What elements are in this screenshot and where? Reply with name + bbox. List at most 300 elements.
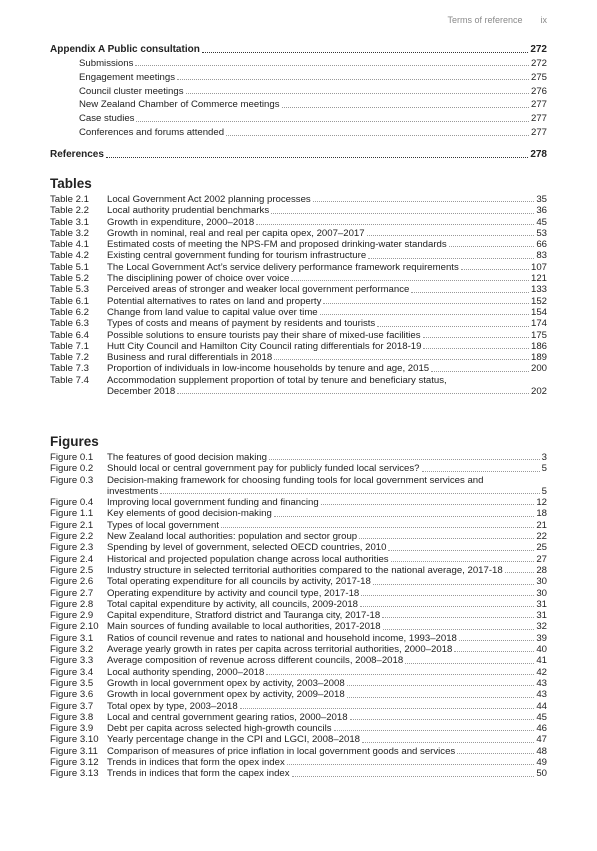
figure-list-entry-page: 44 bbox=[536, 700, 547, 712]
table-list-entry-title: The Local Government Act’s service delivery performance framework requirements bbox=[107, 261, 459, 273]
table-list-entry-page: 83 bbox=[536, 250, 547, 262]
figure-list-entry-title-line bbox=[107, 746, 547, 757]
dot-leader bbox=[136, 120, 529, 122]
dot-leader bbox=[383, 629, 535, 630]
table-list-entry-page: 154 bbox=[530, 306, 547, 318]
table-list-entry-title: Business and rural differentials in 2018 bbox=[107, 352, 273, 364]
figure-list-entry-number: Figure 3.3 bbox=[50, 655, 94, 667]
table-list-entry-title-line bbox=[107, 352, 547, 363]
figure-list-entry-title-block bbox=[107, 452, 547, 463]
table-list-entry-title-line bbox=[107, 194, 547, 205]
figure-list-entry-page: 30 bbox=[536, 576, 547, 588]
table-list-entry-title-block bbox=[107, 205, 547, 216]
figure-list-entry-title-block bbox=[107, 621, 547, 632]
figure-list-entry-title-line bbox=[107, 463, 547, 474]
dot-leader bbox=[361, 595, 534, 596]
figure-list-entry-number: Figure 2.8 bbox=[50, 598, 94, 610]
figure-list-entry-page: 41 bbox=[536, 655, 547, 667]
figure-list-entry-number: Figure 3.10 bbox=[50, 734, 99, 746]
table-list-entry[interactable] bbox=[50, 363, 547, 374]
figure-list-entry-title-block bbox=[107, 610, 547, 621]
table-list-entry[interactable] bbox=[50, 273, 547, 284]
table-list-entry[interactable] bbox=[50, 341, 547, 352]
figure-list-entry-page: 42 bbox=[536, 666, 547, 678]
figure-list-entry-title-continued: investments bbox=[107, 485, 159, 497]
dot-leader bbox=[177, 393, 529, 394]
table-list-entry[interactable] bbox=[50, 352, 547, 363]
table-list-entry[interactable] bbox=[50, 205, 547, 216]
table-list-entry-title-block bbox=[107, 375, 547, 398]
figure-list-entry-title-block bbox=[107, 633, 547, 644]
figure-list-entry[interactable] bbox=[50, 531, 547, 542]
figure-list-entry[interactable] bbox=[50, 520, 547, 531]
table-list-entry-title-line bbox=[107, 250, 547, 261]
figure-list-entry[interactable] bbox=[50, 689, 547, 700]
figure-list-entry-title-block bbox=[107, 497, 547, 508]
dot-leader bbox=[373, 584, 535, 585]
table-list-entry-number: Table 5.1 bbox=[50, 261, 89, 273]
table-list-entry-title: Growth in nominal, real and real per capita opex, 2007–2017 bbox=[107, 227, 365, 239]
dot-leader bbox=[226, 134, 529, 136]
figure-list-entry[interactable] bbox=[50, 633, 547, 644]
figure-list-entry-title: Growth in local government opex by activity, 2003–2008 bbox=[107, 677, 345, 689]
figure-list-entry-title-block bbox=[107, 644, 547, 655]
toc-entry-label: Case studies bbox=[79, 113, 135, 125]
table-list-entry-title-block bbox=[107, 250, 547, 261]
figure-list-entry-page: 5 bbox=[541, 485, 547, 497]
dot-leader bbox=[266, 674, 534, 675]
table-list-entry-title: Growth in expenditure, 2000–2018 bbox=[107, 216, 255, 228]
dot-leader bbox=[221, 527, 534, 528]
table-list-entry-number: Table 5.3 bbox=[50, 284, 89, 296]
dot-leader bbox=[347, 685, 535, 686]
figure-list-entry-page: 45 bbox=[536, 711, 547, 723]
dot-leader bbox=[135, 64, 529, 66]
table-list-entry-title-continued: December 2018 bbox=[107, 386, 176, 398]
figure-list-entry-title: Types of local government bbox=[107, 519, 219, 531]
table-list-entry-title-block bbox=[107, 239, 547, 250]
figure-list-entry[interactable] bbox=[50, 610, 547, 621]
toc-entry-appendix-item[interactable] bbox=[50, 72, 547, 84]
table-list-entry-title-block bbox=[107, 318, 547, 329]
table-list-entry-page: 45 bbox=[536, 216, 547, 228]
table-list-entry-page: 186 bbox=[530, 340, 547, 352]
figure-list-entry[interactable] bbox=[50, 701, 547, 712]
figure-list-entry-title-block bbox=[107, 554, 547, 565]
figure-list-entry-title-block bbox=[107, 508, 547, 519]
figure-list-entry-title-block bbox=[107, 712, 547, 723]
toc-entry-page: 277 bbox=[530, 99, 547, 111]
dot-leader bbox=[271, 213, 534, 214]
toc-entry-appendix-item[interactable] bbox=[50, 58, 547, 70]
toc-entry-page: 272 bbox=[530, 57, 547, 69]
figure-list-entry[interactable] bbox=[50, 497, 547, 508]
figure-list-entry-page: 22 bbox=[536, 531, 547, 543]
table-list-entry-title-line bbox=[107, 273, 547, 284]
figure-list-entry-page: 46 bbox=[536, 723, 547, 735]
dot-leader bbox=[202, 51, 528, 53]
table-list-entry-number: Table 6.3 bbox=[50, 318, 89, 330]
figure-list-entry-number: Figure 3.7 bbox=[50, 700, 94, 712]
table-list-entry-title: Potential alternatives to rates on land and property bbox=[107, 295, 322, 307]
figure-list-entry-title-line bbox=[107, 712, 547, 723]
table-list-entry-page: 200 bbox=[530, 363, 547, 375]
figure-list-entry-title-line bbox=[107, 768, 547, 779]
dot-leader bbox=[274, 359, 529, 360]
dot-leader bbox=[360, 606, 534, 607]
table-list-entry-number: Table 6.1 bbox=[50, 295, 89, 307]
figure-list-entry-title-block bbox=[107, 520, 547, 531]
figure-list-entry-title: Should local or central government pay for publicly funded local services? bbox=[107, 463, 420, 475]
table-list-entry-number: Table 7.2 bbox=[50, 352, 89, 364]
table-list-entry-title: Perceived areas of stronger and weaker local government performance bbox=[107, 284, 410, 296]
figure-list-entry[interactable] bbox=[50, 734, 547, 745]
dot-leader bbox=[377, 326, 529, 327]
figure-list-entry-title: Operating expenditure by activity and council type, 2017-18 bbox=[107, 587, 360, 599]
table-list-entry-title-line bbox=[107, 296, 547, 307]
table-list-entry-title-line bbox=[107, 307, 547, 318]
toc-entry-appendix-item[interactable] bbox=[50, 113, 547, 125]
table-list-entry-title-block bbox=[107, 262, 547, 273]
table-list-entry[interactable] bbox=[50, 330, 547, 341]
figure-list-entry[interactable] bbox=[50, 542, 547, 553]
table-list-entry-number: Table 6.2 bbox=[50, 306, 89, 318]
figure-list-entry-title-block bbox=[107, 746, 547, 757]
figure-list-entry-number: Figure 3.8 bbox=[50, 711, 94, 723]
table-list-entry-title-block bbox=[107, 352, 547, 363]
dot-leader bbox=[287, 764, 535, 765]
table-list-entry-title-line bbox=[107, 205, 547, 216]
figure-list-entry-title: Main sources of funding available to local authorities, 2017-2018 bbox=[107, 621, 381, 633]
dot-leader bbox=[411, 292, 529, 293]
figure-list-entry-title: Trends in indices that form the opex index bbox=[107, 757, 285, 769]
table-list-entry-title-line bbox=[107, 330, 547, 341]
dot-leader bbox=[274, 516, 535, 517]
table-list-entry-number: Table 3.2 bbox=[50, 227, 89, 239]
dot-leader bbox=[292, 776, 535, 777]
table-list-entry-title: Possible solutions to ensure tourists pay their share of mixed-use facilities bbox=[107, 329, 421, 341]
figure-list-entry-title: Total opex by type, 2003–2018 bbox=[107, 700, 238, 712]
figure-list-entry-title-block bbox=[107, 667, 547, 678]
dot-leader bbox=[431, 371, 529, 372]
figure-list-entry-title: Capital expenditure, Stratford district and Tauranga city, 2017-18 bbox=[107, 610, 381, 622]
figure-list-entry[interactable] bbox=[50, 757, 547, 768]
figure-list-entry-title-line bbox=[107, 734, 547, 745]
figure-list-entry-page: 39 bbox=[536, 632, 547, 644]
table-list-entry-page: 175 bbox=[530, 329, 547, 341]
figures-section bbox=[50, 434, 547, 780]
table-list-entry-title-line bbox=[107, 318, 547, 329]
figure-list-entry-page: 3 bbox=[541, 452, 547, 463]
tables-heading: Tables bbox=[50, 176, 92, 191]
figure-list-entry-page: 25 bbox=[536, 542, 547, 554]
figure-list-entry-title: Growth in local government opex by activity, 2009–2018 bbox=[107, 689, 345, 701]
dot-leader bbox=[313, 201, 535, 202]
dot-leader bbox=[382, 617, 534, 618]
table-list-entry-title-block bbox=[107, 330, 547, 341]
table-list-entry[interactable] bbox=[50, 194, 547, 205]
figure-list-entry-number: Figure 2.4 bbox=[50, 553, 94, 565]
figure-list-entry-title-line bbox=[107, 520, 547, 531]
table-list-entry-page: 202 bbox=[530, 386, 547, 398]
table-list-entry[interactable] bbox=[50, 284, 547, 295]
figure-list-entry-title-line bbox=[107, 633, 547, 644]
tables-section bbox=[50, 176, 547, 397]
toc-entry-references[interactable] bbox=[50, 149, 547, 161]
table-list-entry-title-block bbox=[107, 307, 547, 318]
table-list-entry-page: 107 bbox=[530, 261, 547, 273]
figure-list-entry-page: 27 bbox=[536, 553, 547, 565]
dot-leader bbox=[256, 224, 534, 225]
figure-list-entry-title-line bbox=[107, 542, 547, 553]
figure-list-entry-title: Total operating expenditure for all councils by activity, 2017-18 bbox=[107, 576, 371, 588]
table-list-entry[interactable] bbox=[50, 307, 547, 318]
figure-list-entry-title-line bbox=[107, 599, 547, 610]
table-list-entry-title-block bbox=[107, 194, 547, 205]
appendix-section bbox=[50, 44, 547, 141]
dot-leader bbox=[454, 651, 534, 652]
figure-list-entry-title-block bbox=[107, 565, 547, 576]
table-list-entry-number: Table 5.2 bbox=[50, 273, 89, 285]
toc-entry-page: 272 bbox=[530, 44, 547, 55]
dot-leader bbox=[350, 719, 535, 720]
toc-entry-page: 277 bbox=[530, 113, 547, 125]
figure-list-entry-title-block bbox=[107, 734, 547, 745]
figure-list-entry[interactable] bbox=[50, 475, 547, 498]
figure-list-entry-title-block bbox=[107, 757, 547, 768]
table-list-entry-number: Table 3.1 bbox=[50, 216, 89, 228]
figure-list-entry[interactable] bbox=[50, 746, 547, 757]
figure-list-entry-title-block bbox=[107, 655, 547, 666]
figure-list-entry[interactable] bbox=[50, 655, 547, 666]
table-list-entry[interactable] bbox=[50, 250, 547, 261]
table-list-entry[interactable] bbox=[50, 239, 547, 250]
figure-list-entry-title: Average yearly growth in rates per capita across territorial authorities, 2000–2018 bbox=[107, 644, 453, 656]
figure-list-entry-title-line bbox=[107, 565, 547, 576]
table-list-entry-title: Existing central government funding for tourism infrastructure bbox=[107, 250, 367, 262]
figure-list-entry-title-block bbox=[107, 768, 547, 779]
figure-list-entry[interactable] bbox=[50, 508, 547, 519]
table-list-entry[interactable] bbox=[50, 296, 547, 307]
table-list-entry[interactable] bbox=[50, 375, 547, 398]
figure-list-entry-page: 5 bbox=[541, 463, 547, 475]
figure-list-entry-page: 12 bbox=[536, 497, 547, 509]
toc-entry-appendix-item[interactable] bbox=[50, 127, 547, 139]
figure-list-entry-title-line bbox=[107, 757, 547, 768]
figure-list-entry-number: Figure 2.9 bbox=[50, 610, 94, 622]
table-list-entry-number: Table 2.2 bbox=[50, 205, 89, 217]
toc-entry-label: New Zealand Chamber of Commerce meetings bbox=[79, 99, 280, 111]
figure-list-entry-title-line bbox=[107, 667, 547, 678]
figure-list-entry-title-line bbox=[107, 689, 547, 700]
figure-list-entry[interactable] bbox=[50, 712, 547, 723]
figure-list-entry-number: Figure 0.2 bbox=[50, 463, 94, 475]
figure-list-entry-title: Local and central government gearing ratios, 2000–2018 bbox=[107, 711, 348, 723]
figure-list-entry-title-line bbox=[107, 701, 547, 712]
figure-list-entry-title: Trends in indices that form the capex index bbox=[107, 768, 290, 780]
dot-leader bbox=[459, 640, 534, 641]
table-list-entry-title-block bbox=[107, 273, 547, 284]
dot-leader bbox=[320, 314, 529, 315]
figure-list-entry-title: Improving local government funding and financing bbox=[107, 497, 319, 509]
figure-list-entry-number: Figure 1.1 bbox=[50, 508, 94, 520]
table-list-entry[interactable] bbox=[50, 228, 547, 239]
toc-entry-appendix-a[interactable] bbox=[50, 44, 547, 56]
figure-list-entry-number: Figure 2.10 bbox=[50, 621, 99, 633]
dot-leader bbox=[461, 269, 529, 270]
figure-list-entry[interactable] bbox=[50, 599, 547, 610]
table-list-entry-title-line bbox=[107, 386, 547, 397]
table-list-entry-title-line bbox=[107, 375, 547, 386]
header-page-number: ix bbox=[540, 15, 547, 25]
table-list-entry-title: Accommodation supplement proportion of total by tenure and beneficiary status, bbox=[107, 374, 447, 386]
toc-entry-label: Conferences and forums attended bbox=[79, 127, 225, 139]
figure-list-entry-number: Figure 3.12 bbox=[50, 757, 99, 769]
table-list-entry[interactable] bbox=[50, 217, 547, 228]
table-list-entry-number: Table 7.3 bbox=[50, 363, 89, 375]
figure-list-entry-title: Local authority spending, 2000–2018 bbox=[107, 666, 265, 678]
running-header bbox=[447, 15, 547, 25]
toc-entry-label: References bbox=[50, 149, 104, 160]
figure-list-entry-title-block bbox=[107, 599, 547, 610]
figure-list-entry-title: Key elements of good decision-making bbox=[107, 508, 272, 520]
table-list-entry-title-line bbox=[107, 284, 547, 295]
figure-list-entry-title-line bbox=[107, 452, 547, 463]
table-list-entry-page: 66 bbox=[536, 239, 547, 251]
figure-list-entry-title-line bbox=[107, 475, 547, 486]
figure-list-entry-number: Figure 3.6 bbox=[50, 689, 94, 701]
figure-list-entry-title: Debt per capita across selected high-growth councils bbox=[107, 723, 332, 735]
table-list-entry-title: Change from land value to capital value over time bbox=[107, 306, 318, 318]
figure-list-entry-number: Figure 3.11 bbox=[50, 745, 98, 757]
dot-leader bbox=[449, 246, 535, 247]
dot-leader bbox=[282, 106, 529, 108]
dot-leader bbox=[362, 742, 534, 743]
figure-list-entry-title: Historical and projected population change across local authorities bbox=[107, 553, 389, 565]
figure-list-entry-title-block bbox=[107, 576, 547, 587]
figure-list-entry-title-block bbox=[107, 723, 547, 734]
figure-list-entry[interactable] bbox=[50, 463, 547, 474]
table-list-entry-title-line bbox=[107, 217, 547, 228]
figure-list-entry[interactable] bbox=[50, 678, 547, 689]
dot-leader bbox=[106, 156, 528, 158]
figure-list-entry-title-line bbox=[107, 723, 547, 734]
figure-list-entry[interactable] bbox=[50, 565, 547, 576]
table-list-entry-title-block bbox=[107, 228, 547, 239]
figure-list-entry[interactable] bbox=[50, 452, 547, 463]
figure-list-entry-title: Yearly percentage change in the CPI and LGCI, 2008–2018 bbox=[107, 734, 360, 746]
figure-list-entry-page: 49 bbox=[536, 757, 547, 769]
figure-list-entry-number: Figure 2.6 bbox=[50, 576, 94, 588]
table-list-entry-title: Proportion of individuals in low-income households by tenure and age, 2015 bbox=[107, 363, 430, 375]
table-list-entry-title: The disciplining power of choice over voice bbox=[107, 273, 290, 285]
figure-list-entry[interactable] bbox=[50, 588, 547, 599]
toc-entry-appendix-item[interactable] bbox=[50, 99, 547, 111]
figure-list-entry-number: Figure 0.1 bbox=[50, 452, 94, 463]
figure-list-entry-number: Figure 3.2 bbox=[50, 644, 94, 656]
figure-list-entry-page: 50 bbox=[536, 768, 547, 780]
figure-list-entry-title: Ratios of council revenue and rates to national and household income, 1993–2018 bbox=[107, 632, 457, 644]
dot-leader bbox=[291, 280, 529, 281]
dot-leader bbox=[505, 572, 535, 573]
figure-list-entry-number: Figure 0.3 bbox=[50, 474, 94, 486]
dot-leader bbox=[423, 337, 529, 338]
figure-list-entry[interactable] bbox=[50, 723, 547, 734]
dot-leader bbox=[422, 471, 540, 472]
figure-list-entry-title-line bbox=[107, 531, 547, 542]
table-list-entry-title-block bbox=[107, 217, 547, 228]
table-list-entry-number: Table 7.4 bbox=[50, 374, 89, 386]
table-list-entry-page: 53 bbox=[536, 227, 547, 239]
table-list-entry-title: Local authority prudential benchmarks bbox=[107, 205, 270, 217]
figure-list-entry-number: Figure 2.2 bbox=[50, 531, 94, 543]
table-list-entry-number: Table 6.4 bbox=[50, 329, 89, 341]
figure-list-entry-title: Comparison of measures of price inflation in local government goods and services bbox=[107, 745, 456, 757]
figure-list-entry-number: Figure 2.7 bbox=[50, 587, 94, 599]
dot-leader bbox=[347, 697, 535, 698]
toc-entry-label: Appendix A Public consultation bbox=[50, 44, 200, 55]
table-list-entry-title-line bbox=[107, 262, 547, 273]
table-list-entry-number: Table 2.1 bbox=[50, 194, 89, 205]
figure-list-entry[interactable] bbox=[50, 768, 547, 779]
figure-list-entry-title: Spending by level of government, selected OECD countries, 2010 bbox=[107, 542, 387, 554]
figure-list-entry-title-block bbox=[107, 475, 547, 498]
figure-list-entry-page: 48 bbox=[536, 745, 547, 757]
figure-list-entry-page: 43 bbox=[536, 689, 547, 701]
table-list-entry[interactable] bbox=[50, 318, 547, 329]
figure-list-entry-title-line bbox=[107, 576, 547, 587]
table-list-entry-page: 36 bbox=[536, 205, 547, 217]
figure-list-entry-title-block bbox=[107, 678, 547, 689]
figure-list-entry-title: Average composition of revenue across different councils, 2008–2018 bbox=[107, 655, 404, 667]
figure-list-entry-page: 47 bbox=[536, 734, 547, 746]
dot-leader bbox=[457, 753, 534, 754]
dot-leader bbox=[269, 459, 540, 460]
figure-list-entry[interactable] bbox=[50, 554, 547, 565]
table-list-entry-page: 121 bbox=[530, 273, 547, 285]
dot-leader bbox=[186, 92, 529, 94]
dot-leader bbox=[160, 493, 539, 494]
figure-list-entry[interactable] bbox=[50, 621, 547, 632]
figure-list-entry-page: 32 bbox=[536, 621, 547, 633]
figure-list-entry-title-block bbox=[107, 701, 547, 712]
table-list-entry[interactable] bbox=[50, 262, 547, 273]
header-title: Terms of reference bbox=[447, 15, 523, 25]
dot-leader bbox=[240, 708, 535, 709]
figure-list-entry-title-line bbox=[107, 588, 547, 599]
dot-leader bbox=[323, 303, 529, 304]
table-list-entry-number: Table 7.1 bbox=[50, 340, 89, 352]
figure-list-entry-title: The features of good decision making bbox=[107, 452, 267, 463]
toc-entry-appendix-item[interactable] bbox=[50, 86, 547, 98]
dot-leader bbox=[334, 730, 535, 731]
figure-list-entry[interactable] bbox=[50, 667, 547, 678]
table-list-entry-page: 189 bbox=[530, 352, 547, 364]
table-list-entry-title-line bbox=[107, 239, 547, 250]
dot-leader bbox=[405, 663, 534, 664]
toc-entry-page: 277 bbox=[530, 127, 547, 139]
figure-list-entry[interactable] bbox=[50, 576, 547, 587]
dot-leader bbox=[321, 504, 535, 505]
figure-list-entry-number: Figure 3.1 bbox=[50, 632, 94, 644]
dot-leader bbox=[368, 258, 534, 259]
figure-list-entry-page: 21 bbox=[536, 519, 547, 531]
figure-list-entry-page: 30 bbox=[536, 587, 547, 599]
table-list-entry-title-block bbox=[107, 363, 547, 374]
figure-list-entry[interactable] bbox=[50, 644, 547, 655]
table-list-entry-title: Estimated costs of meeting the NPS-FM and proposed drinking-water standards bbox=[107, 239, 447, 251]
dot-leader bbox=[388, 550, 534, 551]
